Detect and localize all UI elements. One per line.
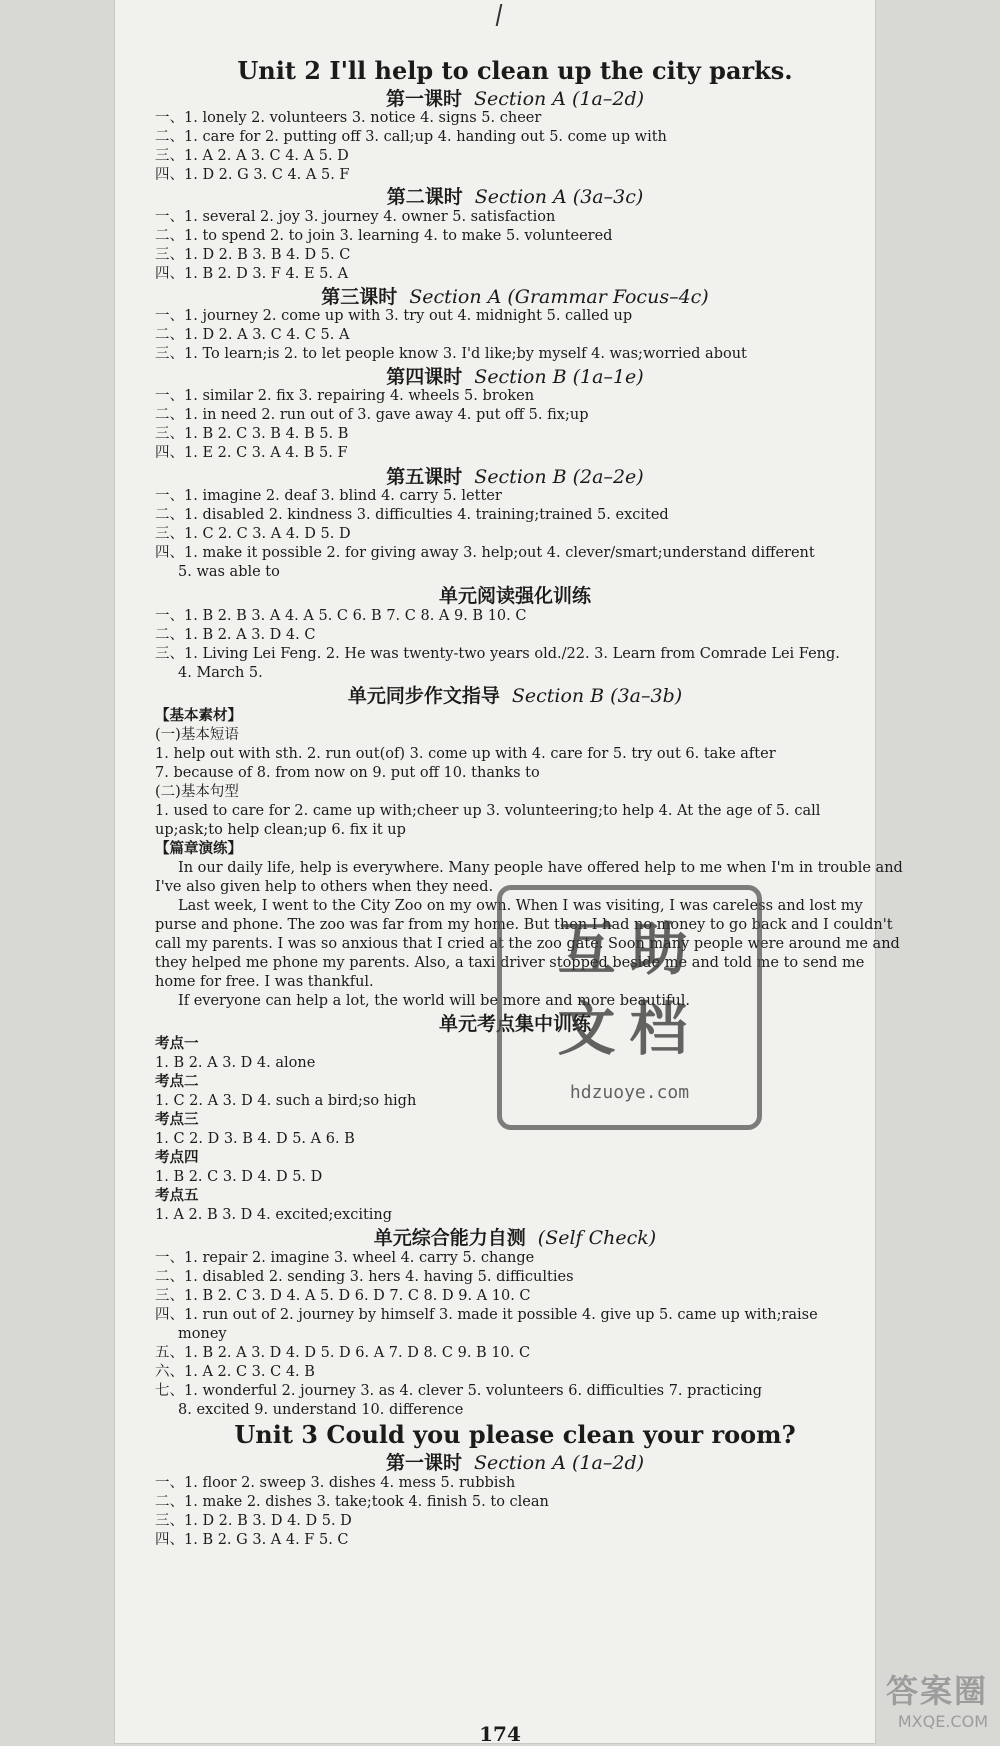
subsection-label: 考点四 <box>155 1149 199 1166</box>
answer-line: 四、1. D 2. G 3. C 4. A 5. F <box>155 167 350 183</box>
answer-line: 1. C 2. A 3. D 4. such a bird;so high <box>155 1093 417 1109</box>
answer-line: 二、1. make 2. dishes 3. take;took 4. finish 5. to clean <box>155 1494 549 1510</box>
page-number: 174 <box>479 1722 521 1746</box>
section-heading: 单元阅读强化训练 <box>438 585 591 607</box>
section-heading: 单元同步作文指导 Section B (3a–3b) <box>347 685 683 707</box>
answer-line: 一、1. similar 2. fix 3. repairing 4. wheels 5. broken <box>155 388 535 404</box>
essay-line: Last week, I went to the City Zoo on my own. When I was visiting, I was careless and lost my <box>178 898 863 914</box>
section-heading: 第五课时 Section B (2a–2e) <box>386 466 644 488</box>
answer-line: 三、1. C 2. C 3. A 4. D 5. D <box>155 526 351 542</box>
answer-line: 六、1. A 2. C 3. C 4. B <box>155 1364 315 1380</box>
answer-line: 二、1. to spend 2. to join 3. learning 4. to make 5. volunteered <box>155 228 613 244</box>
unit-title: Unit 2 I'll help to clean up the city parks. <box>237 56 793 85</box>
essay-line: home for free. I was thankful. <box>155 974 374 990</box>
essay-line: they helped me phone my parents. Also, a taxi driver stopped beside me and told me to send me <box>155 955 865 971</box>
answer-line: 1. B 2. A 3. D 4. alone <box>155 1055 316 1071</box>
answer-line: 五、1. B 2. A 3. D 4. D 5. D 6. A 7. D 8. C 9. B 10. C <box>155 1345 531 1361</box>
answer-line: 一、1. floor 2. sweep 3. dishes 4. mess 5. rubbish <box>155 1475 516 1491</box>
essay-line: If everyone can help a lot, the world will be more and more beautiful. <box>178 993 690 1009</box>
section-heading: 第二课时 Section A (3a–3c) <box>386 186 644 208</box>
subsection-label: 考点三 <box>155 1111 199 1128</box>
answer-line: 三、1. B 2. C 3. D 4. A 5. D 6. D 7. C 8. D 9. A 10. C <box>155 1288 531 1304</box>
subsection-label: (二)基本句型 <box>155 784 239 800</box>
answer-line: 三、1. To learn;is 2. to let people know 3. I'd like;by myself 4. was;worried about <box>155 346 747 362</box>
answer-line: 一、1. several 2. joy 3. journey 4. owner 5. satisfaction <box>155 209 556 225</box>
answer-line: 7. because of 8. from now on 9. put off 10. thanks to <box>155 765 540 781</box>
answer-line: 4. March 5. <box>178 665 263 681</box>
hdzuoye-stamp <box>497 885 762 1130</box>
answer-line: 1. C 2. D 3. B 4. D 5. A 6. B <box>155 1131 355 1147</box>
subsection-label: 考点一 <box>155 1035 199 1052</box>
section-heading: 第三课时 Section A (Grammar Focus–4c) <box>321 286 709 308</box>
subsection-label: 【篇章演练】 <box>155 840 242 857</box>
answer-line: 1. B 2. C 3. D 4. D 5. D <box>155 1169 323 1185</box>
answer-line: 三、1. Living Lei Feng. 2. He was twenty-two years old./22. 3. Learn from Comrade Lei Feng. <box>155 646 840 662</box>
answer-line: money <box>178 1326 227 1342</box>
subsection-label: 【基本素材】 <box>155 707 242 724</box>
stamp-text: 文档 <box>557 995 702 1063</box>
subsection-label: (一)基本短语 <box>155 727 239 743</box>
watermark-text: 答案圈 <box>885 1672 988 1710</box>
answer-line: 1. used to care for 2. came up with;cheer up 3. volunteering;to help 4. At the age of 5. call <box>155 803 821 819</box>
answer-line: 5. was able to <box>178 564 280 580</box>
answer-line: 一、1. imagine 2. deaf 3. blind 4. carry 5. letter <box>155 488 502 504</box>
answer-line: 8. excited 9. understand 10. difference <box>178 1402 464 1418</box>
essay-line: call my parents. I was so anxious that I cried at the zoo gate. Soon many people were around me and <box>155 936 900 952</box>
answer-line: 一、1. lonely 2. volunteers 3. notice 4. signs 5. cheer <box>155 110 542 126</box>
watermark-logo <box>886 1666 988 1731</box>
subsection-label: 考点二 <box>155 1073 199 1090</box>
answer-line: 四、1. make it possible 2. for giving away 3. help;out 4. clever/smart;understand different <box>155 545 815 561</box>
answer-line: 四、1. B 2. G 3. A 4. F 5. C <box>155 1532 349 1548</box>
answer-line: 二、1. disabled 2. kindness 3. difficulties 4. training;trained 5. excited <box>155 507 669 523</box>
answer-line: 一、1. B 2. B 3. A 4. A 5. C 6. B 7. C 8. A 9. B 10. C <box>155 608 527 624</box>
section-heading: 第一课时 Section A (1a–2d) <box>385 1452 645 1474</box>
answer-line: up;ask;to help clean;up 6. fix it up <box>155 822 406 838</box>
subsection-label: 考点五 <box>155 1187 199 1204</box>
answer-line: 三、1. D 2. B 3. B 4. D 5. C <box>155 247 351 263</box>
answer-line: 四、1. B 2. D 3. F 4. E 5. A <box>155 266 349 282</box>
answer-line: 二、1. care for 2. putting off 3. call;up 4. handing out 5. come up with <box>155 129 667 145</box>
answer-line: 二、1. disabled 2. sending 3. hers 4. having 5. difficulties <box>155 1269 574 1285</box>
section-heading: 单元综合能力自测 (Self Check) <box>373 1227 657 1249</box>
answer-line: 二、1. in need 2. run out of 3. gave away 4. put off 5. fix;up <box>155 407 589 423</box>
section-heading: 第四课时 Section B (1a–1e) <box>386 366 644 388</box>
section-heading: 第一课时 Section A (1a–2d) <box>385 88 645 110</box>
answer-line: 二、1. B 2. A 3. D 4. C <box>155 627 316 643</box>
answer-line: 四、1. E 2. C 3. A 4. B 5. F <box>155 445 348 461</box>
essay-line: I've also given help to others when they need. <box>155 879 494 895</box>
answer-line: 四、1. run out of 2. journey by himself 3. made it possible 4. give up 5. came up with;raise <box>155 1307 818 1323</box>
stamp-site: hdzuoye.com <box>569 1082 690 1103</box>
answer-line: 1. A 2. B 3. D 4. excited;exciting <box>155 1207 393 1223</box>
answer-line: 一、1. journey 2. come up with 3. try out 4. midnight 5. called up <box>155 308 633 324</box>
answer-line: 1. help out with sth. 2. run out(of) 3. come up with 4. care for 5. try out 6. take after <box>155 746 776 762</box>
answer-line: 二、1. D 2. A 3. C 4. C 5. A <box>155 327 350 343</box>
answer-line: 三、1. D 2. B 3. D 4. D 5. D <box>155 1513 352 1529</box>
answer-line: 三、1. A 2. A 3. C 4. A 5. D <box>155 148 349 164</box>
answer-line: 三、1. B 2. C 3. B 4. B 5. B <box>155 426 349 442</box>
essay-line: In our daily life, help is everywhere. Many people have offered help to me when I'm in trouble and <box>178 860 903 876</box>
unit-title: Unit 3 Could you please clean your room? <box>234 1420 796 1449</box>
watermark-url: MXQE.COM <box>897 1712 988 1731</box>
answer-line: 一、1. repair 2. imagine 3. wheel 4. carry 5. change <box>155 1250 535 1266</box>
section-heading: 单元考点集中训练 <box>438 1013 591 1035</box>
stamp-text: 互助 <box>557 915 702 983</box>
answer-line: 七、1. wonderful 2. journey 3. as 4. clever 5. volunteers 6. difficulties 7. practicing <box>155 1383 762 1399</box>
essay-line: purse and phone. The zoo was far from my home. But then I had no money to go back and I couldn't <box>155 917 893 933</box>
